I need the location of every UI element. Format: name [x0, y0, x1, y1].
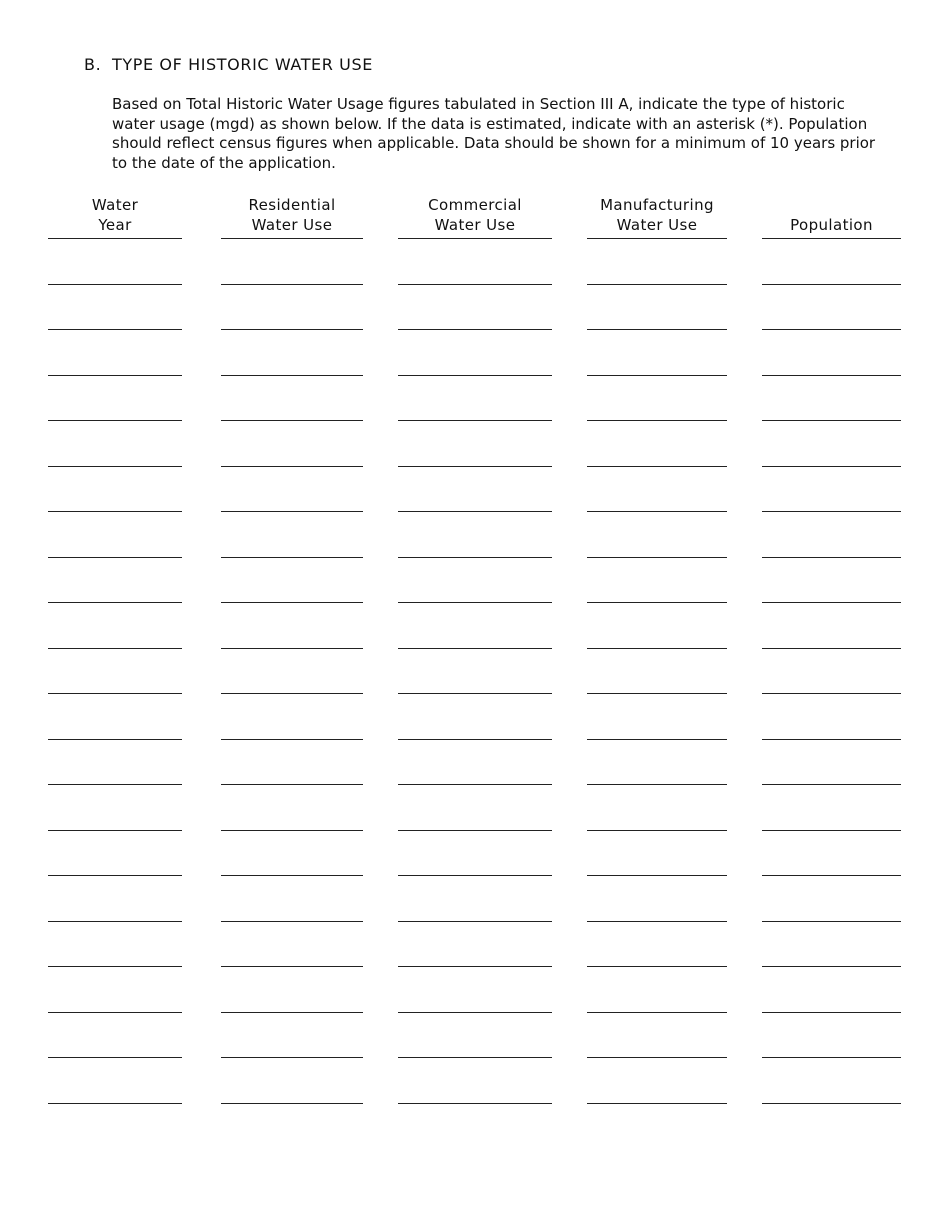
fill-in-line	[48, 375, 182, 376]
residential-field[interactable]	[221, 244, 363, 284]
population-field[interactable]	[762, 380, 901, 420]
fill-in-line	[398, 420, 552, 421]
fill-in-line	[48, 693, 182, 694]
residential-field[interactable]	[221, 653, 363, 693]
commercial-field[interactable]	[398, 244, 552, 284]
fill-in-line	[221, 602, 363, 603]
manufacturing-field[interactable]	[587, 881, 727, 921]
water_year-field[interactable]	[48, 1063, 182, 1103]
residential-field[interactable]	[221, 471, 363, 511]
fill-in-line	[762, 329, 901, 330]
fill-in-line	[398, 1012, 552, 1013]
fill-in-line	[762, 602, 901, 603]
residential-field[interactable]	[221, 835, 363, 875]
manufacturing-field[interactable]	[587, 835, 727, 875]
water_year-field[interactable]	[48, 790, 182, 830]
commercial-field[interactable]	[398, 1063, 552, 1103]
fill-in-line	[221, 921, 363, 922]
commercial-field[interactable]	[398, 790, 552, 830]
instructions-line: Based on Total Historic Water Usage figures tabulated in Section III A, indicate the type of historic	[112, 95, 845, 113]
column-header-manufacturing: Manufacturing Water Use	[600, 196, 714, 234]
instructions-line: to the date of the application.	[112, 153, 336, 172]
fill-in-line	[398, 1103, 552, 1104]
residential-field[interactable]	[221, 744, 363, 784]
water_year-field[interactable]	[48, 972, 182, 1012]
fill-in-line	[398, 921, 552, 922]
fill-in-line	[221, 875, 363, 876]
fill-in-line	[48, 966, 182, 967]
fill-in-line	[221, 1103, 363, 1104]
residential-field[interactable]	[221, 380, 363, 420]
fill-in-line	[221, 284, 363, 285]
fill-in-line	[587, 557, 727, 558]
population-field[interactable]	[762, 1017, 901, 1057]
fill-in-line	[762, 557, 901, 558]
residential-field[interactable]	[221, 335, 363, 375]
commercial-field[interactable]	[398, 426, 552, 466]
column-header-commercial: Commercial Water Use	[428, 196, 522, 234]
manufacturing-field[interactable]	[587, 699, 727, 739]
residential-field[interactable]	[221, 699, 363, 739]
instructions-line: water usage (mgd) as shown below. If the data is estimated, indicate with an asterisk (*). Population	[112, 114, 868, 133]
fill-in-line	[48, 1103, 182, 1104]
section-title: TYPE OF HISTORIC WATER USE	[112, 55, 373, 74]
fill-in-line	[221, 966, 363, 967]
fill-in-line	[398, 648, 552, 649]
fill-in-line	[398, 875, 552, 876]
manufacturing-field[interactable]	[587, 244, 727, 284]
column-header-residential: Residential Water Use	[248, 196, 336, 234]
water_year-field[interactable]	[48, 835, 182, 875]
commercial-field[interactable]	[398, 972, 552, 1012]
population-field[interactable]	[762, 699, 901, 739]
residential-field[interactable]	[221, 881, 363, 921]
water_year-field[interactable]	[48, 653, 182, 693]
water_year-field[interactable]	[48, 699, 182, 739]
fill-in-line	[762, 1103, 901, 1104]
manufacturing-field[interactable]	[587, 1017, 727, 1057]
fill-in-line	[398, 693, 552, 694]
fill-in-line	[48, 648, 182, 649]
fill-in-line	[587, 784, 727, 785]
fill-in-line	[587, 466, 727, 467]
population-field[interactable]	[762, 881, 901, 921]
fill-in-line	[762, 648, 901, 649]
population-field[interactable]	[762, 653, 901, 693]
manufacturing-field[interactable]	[587, 790, 727, 830]
fill-in-line	[48, 284, 182, 285]
manufacturing-field[interactable]	[587, 653, 727, 693]
header-underline	[398, 238, 552, 239]
residential-field[interactable]	[221, 608, 363, 648]
water_year-field[interactable]	[48, 881, 182, 921]
fill-in-line	[587, 420, 727, 421]
fill-in-line	[221, 1057, 363, 1058]
manufacturing-field[interactable]	[587, 1063, 727, 1103]
fill-in-line	[587, 830, 727, 831]
fill-in-line	[48, 1057, 182, 1058]
water_year-field[interactable]	[48, 426, 182, 466]
residential-field[interactable]	[221, 1017, 363, 1057]
fill-in-line	[398, 284, 552, 285]
manufacturing-field[interactable]	[587, 289, 727, 329]
population-field[interactable]	[762, 744, 901, 784]
fill-in-line	[762, 739, 901, 740]
water_year-field[interactable]	[48, 244, 182, 284]
header-underline	[48, 238, 182, 239]
fill-in-line	[48, 739, 182, 740]
fill-in-line	[48, 921, 182, 922]
manufacturing-field[interactable]	[587, 471, 727, 511]
residential-field[interactable]	[221, 289, 363, 329]
fill-in-line	[48, 329, 182, 330]
fill-in-line	[221, 830, 363, 831]
fill-in-line	[398, 784, 552, 785]
fill-in-line	[398, 830, 552, 831]
fill-in-line	[762, 1057, 901, 1058]
section-heading	[84, 55, 373, 74]
fill-in-line	[587, 875, 727, 876]
fill-in-line	[221, 739, 363, 740]
population-field[interactable]	[762, 471, 901, 511]
residential-field[interactable]	[221, 426, 363, 466]
water_year-field[interactable]	[48, 744, 182, 784]
fill-in-line	[398, 966, 552, 967]
water_year-field[interactable]	[48, 471, 182, 511]
water_year-field[interactable]	[48, 517, 182, 557]
header-underline	[587, 238, 727, 239]
water_year-field[interactable]	[48, 335, 182, 375]
fill-in-line	[762, 830, 901, 831]
manufacturing-field[interactable]	[587, 744, 727, 784]
fill-in-line	[48, 466, 182, 467]
commercial-field[interactable]	[398, 562, 552, 602]
fill-in-line	[762, 466, 901, 467]
manufacturing-field[interactable]	[587, 972, 727, 1012]
fill-in-line	[221, 557, 363, 558]
manufacturing-field[interactable]	[587, 335, 727, 375]
fill-in-line	[398, 739, 552, 740]
section-letter: B.	[84, 55, 102, 74]
fill-in-line	[48, 420, 182, 421]
fill-in-line	[398, 557, 552, 558]
manufacturing-field[interactable]	[587, 608, 727, 648]
fill-in-line	[398, 375, 552, 376]
residential-field[interactable]	[221, 517, 363, 557]
commercial-field[interactable]	[398, 835, 552, 875]
population-field[interactable]	[762, 790, 901, 830]
water_year-field[interactable]	[48, 289, 182, 329]
commercial-field[interactable]	[398, 1017, 552, 1057]
fill-in-line	[221, 648, 363, 649]
fill-in-line	[587, 921, 727, 922]
fill-in-line	[587, 329, 727, 330]
fill-in-line	[398, 511, 552, 512]
fill-in-line	[398, 329, 552, 330]
fill-in-line	[587, 966, 727, 967]
population-field[interactable]	[762, 517, 901, 557]
header-underline	[221, 238, 363, 239]
population-field[interactable]	[762, 244, 901, 284]
fill-in-line	[762, 375, 901, 376]
commercial-field[interactable]	[398, 335, 552, 375]
population-field[interactable]	[762, 335, 901, 375]
fill-in-line	[48, 830, 182, 831]
fill-in-line	[48, 602, 182, 603]
fill-in-line	[221, 375, 363, 376]
fill-in-line	[587, 648, 727, 649]
commercial-field[interactable]	[398, 471, 552, 511]
population-field[interactable]	[762, 972, 901, 1012]
population-field[interactable]	[762, 289, 901, 329]
instructions-line: should reflect census figures when applicable. Data should be shown for a minimum of 10 years prior	[112, 134, 876, 152]
fill-in-line	[221, 1012, 363, 1013]
water_year-field[interactable]	[48, 562, 182, 602]
fill-in-line	[48, 511, 182, 512]
fill-in-line	[587, 693, 727, 694]
fill-in-line	[762, 784, 901, 785]
water_year-field[interactable]	[48, 926, 182, 966]
fill-in-line	[587, 511, 727, 512]
fill-in-line	[762, 420, 901, 421]
residential-field[interactable]	[221, 562, 363, 602]
fill-in-line	[587, 739, 727, 740]
column-header-water-year: Water Year	[91, 196, 139, 234]
instructions-paragraph	[112, 95, 902, 173]
fill-in-line	[398, 602, 552, 603]
manufacturing-field[interactable]	[587, 517, 727, 557]
fill-in-line	[221, 511, 363, 512]
commercial-field[interactable]	[398, 926, 552, 966]
fill-in-line	[762, 1012, 901, 1013]
fill-in-line	[398, 466, 552, 467]
commercial-field[interactable]	[398, 289, 552, 329]
fill-in-line	[221, 693, 363, 694]
fill-in-line	[221, 466, 363, 467]
water_year-field[interactable]	[48, 608, 182, 648]
commercial-field[interactable]	[398, 517, 552, 557]
residential-field[interactable]	[221, 926, 363, 966]
residential-field[interactable]	[221, 1063, 363, 1103]
commercial-field[interactable]	[398, 653, 552, 693]
fill-in-line	[762, 693, 901, 694]
manufacturing-field[interactable]	[587, 426, 727, 466]
fill-in-line	[587, 375, 727, 376]
residential-field[interactable]	[221, 972, 363, 1012]
fill-in-line	[762, 875, 901, 876]
commercial-field[interactable]	[398, 380, 552, 420]
commercial-field[interactable]	[398, 699, 552, 739]
fill-in-line	[587, 602, 727, 603]
population-field[interactable]	[762, 926, 901, 966]
fill-in-line	[48, 557, 182, 558]
commercial-field[interactable]	[398, 881, 552, 921]
fill-in-line	[221, 420, 363, 421]
fill-in-line	[221, 784, 363, 785]
fill-in-line	[48, 784, 182, 785]
fill-in-line	[587, 1103, 727, 1104]
fill-in-line	[48, 1012, 182, 1013]
fill-in-line	[587, 1057, 727, 1058]
fill-in-line	[762, 284, 901, 285]
fill-in-line	[762, 966, 901, 967]
header-underline	[762, 238, 901, 239]
column-header-population: Population	[790, 215, 873, 234]
water_year-field[interactable]	[48, 1017, 182, 1057]
commercial-field[interactable]	[398, 744, 552, 784]
fill-in-line	[48, 875, 182, 876]
population-field[interactable]	[762, 1063, 901, 1103]
manufacturing-field[interactable]	[587, 926, 727, 966]
population-field[interactable]	[762, 835, 901, 875]
manufacturing-field[interactable]	[587, 562, 727, 602]
population-field[interactable]	[762, 426, 901, 466]
manufacturing-field[interactable]	[587, 380, 727, 420]
water_year-field[interactable]	[48, 380, 182, 420]
population-field[interactable]	[762, 608, 901, 648]
residential-field[interactable]	[221, 790, 363, 830]
commercial-field[interactable]	[398, 608, 552, 648]
fill-in-line	[587, 284, 727, 285]
fill-in-line	[762, 511, 901, 512]
population-field[interactable]	[762, 562, 901, 602]
fill-in-line	[398, 1057, 552, 1058]
fill-in-line	[587, 1012, 727, 1013]
fill-in-line	[221, 329, 363, 330]
fill-in-line	[762, 921, 901, 922]
